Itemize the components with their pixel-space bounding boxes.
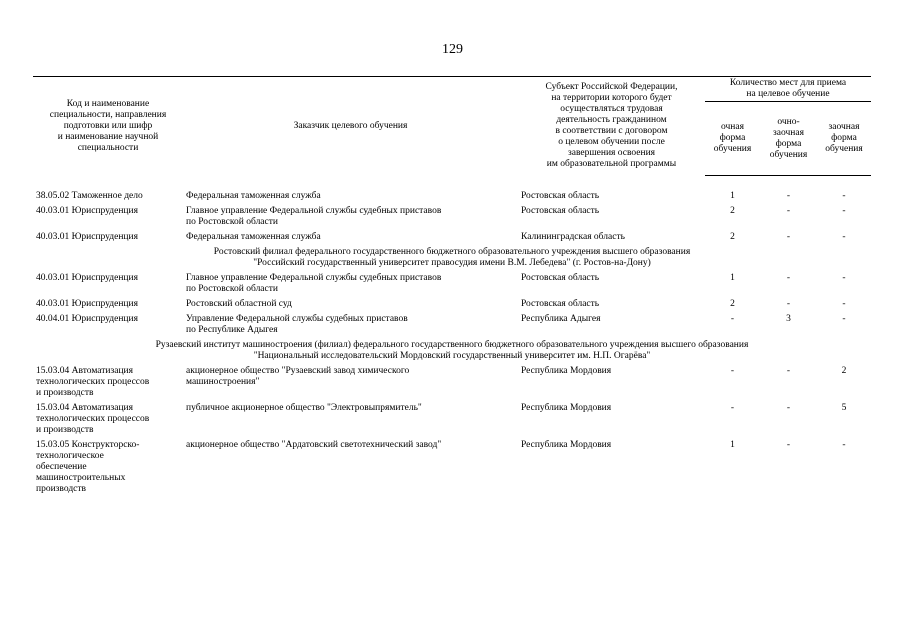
cell-full-time: 2 <box>730 206 735 216</box>
cell-correspondence: - <box>842 299 846 309</box>
table-row <box>33 401 871 438</box>
cell-correspondence: 5 <box>841 403 847 413</box>
cell-region: Республика Мордовия <box>521 366 612 376</box>
header-correspondence-text: заочная форма обучения <box>825 122 863 154</box>
cell-correspondence: - <box>842 440 846 450</box>
cell-correspondence: - <box>842 191 846 201</box>
header-specialty-text: Код и наименование специальности, направления подготовки или шифр и наименование научной специальности <box>49 98 167 153</box>
table-row <box>33 438 871 497</box>
cell-part-time: - <box>786 403 791 413</box>
header-region <box>518 77 705 176</box>
cell-part-time: - <box>786 191 791 201</box>
cell-part-time: - <box>786 366 791 376</box>
header-full-time <box>705 102 760 176</box>
cell-specialty: 40.03.01 Юриспруденция <box>36 206 138 216</box>
cell-region: Калининградская область <box>521 232 625 242</box>
table-row <box>33 204 871 230</box>
cell-part-time: - <box>786 273 791 283</box>
cell-part-time: - <box>786 299 791 309</box>
cell-full-time: 2 <box>730 299 735 309</box>
cell-customer: Главное управление Федеральной службы судебных приставов по Ростовской области <box>186 206 442 227</box>
cell-correspondence: - <box>842 314 846 324</box>
table-row <box>33 189 871 204</box>
cell-specialty: 15.03.04 Автоматизация технологических процессов и производств <box>36 403 150 435</box>
header-places <box>705 77 871 102</box>
header-specialty <box>33 77 183 176</box>
cell-specialty: 40.03.01 Юриспруденция <box>36 273 138 283</box>
header-full-time-text: очная форма обучения <box>713 122 752 154</box>
cell-customer: Федеральная таможенная служба <box>186 191 321 201</box>
cell-customer: акционерное общество "Рузаевский завод химического машиностроения" <box>186 366 410 387</box>
header-part-time-text: очно- заочная форма обучения <box>769 116 808 160</box>
section-heading-row <box>33 245 871 271</box>
cell-customer: Главное управление Федеральной службы судебных приставов по Ростовской области <box>186 273 442 294</box>
cell-part-time: - <box>786 440 791 450</box>
section-heading-row <box>33 338 871 364</box>
cell-region: Республика Адыгея <box>521 314 601 324</box>
cell-specialty: 15.03.04 Автоматизация технологических процессов и производств <box>36 366 150 398</box>
table-header <box>33 77 871 176</box>
cell-customer: акционерное общество "Ардатовский светотехнический завод" <box>186 440 442 450</box>
cell-customer: Федеральная таможенная служба <box>186 232 321 242</box>
cell-region: Ростовская область <box>521 299 600 309</box>
cell-region: Республика Мордовия <box>521 403 612 413</box>
cell-full-time: 1 <box>730 440 735 450</box>
section-heading: Рузаевский институт машиностроения (филиал) федерального государственного бюджетного образовательного учреждения высшего образования "Национальный исследовательский Мордовский государственный университет им. Н.П. Огарёва" <box>155 340 749 361</box>
cell-full-time: - <box>730 366 735 376</box>
cell-region: Ростовская область <box>521 206 600 216</box>
cell-full-time: 1 <box>730 191 735 201</box>
cell-region: Ростовская область <box>521 273 600 283</box>
header-spacer <box>33 176 871 190</box>
cell-full-time: - <box>730 314 735 324</box>
header-correspondence <box>817 102 871 176</box>
table-row <box>33 271 871 297</box>
cell-full-time: 1 <box>730 273 735 283</box>
table-row <box>33 297 871 312</box>
cell-part-time: - <box>786 232 791 242</box>
cell-correspondence: - <box>842 206 846 216</box>
cell-region: Республика Мордовия <box>521 440 612 450</box>
cell-part-time: - <box>786 206 791 216</box>
cell-full-time: - <box>730 403 735 413</box>
cell-specialty: 40.03.01 Юриспруденция <box>36 232 138 242</box>
cell-correspondence: 2 <box>841 366 847 376</box>
table-row <box>33 312 871 338</box>
cell-specialty: 15.03.05 Конструкторско- технологическое обеспечение машиностроительных производств <box>36 440 140 494</box>
cell-full-time: 2 <box>730 232 735 242</box>
table-body <box>33 176 871 498</box>
cell-customer: публичное акционерное общество "Электровыпрямитель" <box>186 403 422 413</box>
cell-region: Ростовская область <box>521 191 600 201</box>
cell-customer: Управление Федеральной службы судебных приставов по Республике Адыгея <box>186 314 408 335</box>
cell-specialty: 40.04.01 Юриспруденция <box>36 314 138 324</box>
table-row <box>33 230 871 245</box>
target-training-table <box>33 76 871 497</box>
cell-correspondence: - <box>842 232 846 242</box>
header-places-text: Количество мест для приема на целевое обучение <box>729 78 847 99</box>
table-row <box>33 364 871 401</box>
cell-specialty: 38.05.02 Таможенное дело <box>36 191 143 201</box>
cell-customer: Ростовский областной суд <box>186 299 292 309</box>
cell-correspondence: - <box>842 273 846 283</box>
header-customer <box>183 77 518 176</box>
header-customer-text: Заказчик целевого обучения <box>293 120 408 131</box>
header-part-time <box>760 102 817 176</box>
cell-part-time: 3 <box>786 314 791 324</box>
page-number: 129 <box>442 42 463 57</box>
header-region-text: Субъект Российской Федерации, на территории которого будет осуществляться трудовая деятельность гражданином в соответствии с договором о целевом обучении после завершения освоения им образовательной программы <box>545 82 678 170</box>
cell-specialty: 40.03.01 Юриспруденция <box>36 299 138 309</box>
section-heading: Ростовский филиал федерального государственного бюджетного образовательного учреждения высшего образования "Российский государственный университет правосудия имени В.М. Лебедева" (г. Ростов-на-Дону) <box>213 247 691 268</box>
